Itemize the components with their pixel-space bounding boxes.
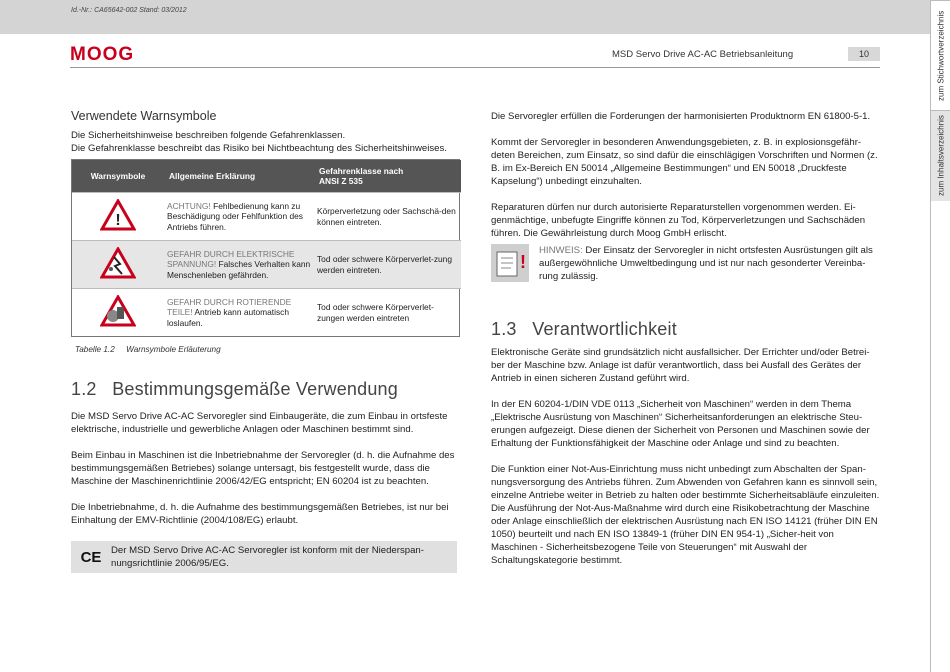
row3-lead: GEFAHR DURCH ROTIERENDE TEILE!: [167, 296, 292, 318]
document-id: Id.-Nr.: CA65642-002 Stand: 03/2012: [71, 7, 187, 14]
ce-text: Der MSD Servo Drive AC-AC Servoregler ist konform mit der Niederspan-nungsrichtlinie 2006/95/EG.: [111, 545, 424, 569]
row2-text: Falsches Verhalten kann Menschenleben gefährden.: [167, 259, 311, 280]
row1-explanation: [164, 193, 314, 241]
s12-paragraph-2: Beim Einbau in Maschinen ist die Inbetriebnahme der Servoregler (d. h. die Aufnahme des bestimmungsgemäßen Betriebes) solange untersagt, bis festgestellt wurde, dass die Maschine der Maschinenrichtlinie 2006/42/EG entspricht; EN 60204 ist zu beachten.: [71, 450, 455, 487]
note-body: Der Einsatz der Servoregler in nicht ortsfesten Ausrüstungen gilt als außergewöhnliche Umweltbedingung und ist nur nach gesonderter Vereinba-rung zulässig.: [539, 245, 873, 282]
table-row: [72, 289, 461, 337]
row3-explanation: [164, 289, 314, 337]
row2-lead: GEFAHR DURCH ELEKTRISCHE SPANNUNG!: [167, 248, 295, 270]
right-column: [491, 110, 880, 567]
table-header-row: [72, 160, 461, 193]
s13-paragraph-2: In der EN 60204-1/DIN VDE 0113 „Sicherheit von Maschinen“ werden in dem Thema „Elektrische Ausrüstung von Maschinen“ Sicherheitsanforderungen an elektrische Steu-erungen aufgezeigt. Diese dienen der Sicherheit von Personen und Maschinen sowie der Erhaltung der Funktionsfähigkeit der Maschine oder Anlage und sind zu beachten.: [491, 399, 870, 449]
left-column: [71, 110, 463, 573]
electric-shock-icon: [72, 241, 164, 289]
row1-lead: ACHTUNG!: [167, 200, 211, 211]
warning-symbols-table: [71, 159, 460, 337]
row3-text: Antrieb kann automatisch loslaufen.: [167, 307, 289, 328]
top-bar: [0, 0, 950, 34]
r-paragraph-1: Die Servoregler erfüllen die Forderungen der harmonisierten Produktnorm EN 61800-5-1.: [491, 111, 871, 122]
row3-class: Tod oder schwere Körperverlet-zungen werden eintreten: [314, 289, 461, 337]
r-paragraph-2: Kommt der Servoregler in besonderen Anwendungsgebieten, z. B. in explosionsgefähr-deten Bereichen, zum Einsatz, so sind dafür die einschlägigen Vorschriften und Normen (z. B. im Ex-Bereich EN 50014 „Allgemeine Bestimmungen“ und EN 50018 „Druckfeste Kapselung“) unbedingt einzuhalten.: [491, 137, 878, 187]
note-lead: HINWEIS:: [539, 245, 583, 256]
ce-mark-icon: CE: [80, 548, 102, 566]
ce-conformity-box: [71, 541, 457, 573]
warning-triangle-icon: [72, 193, 164, 241]
table-caption: Tabelle 1.2 Warnsymbole Erläuterung: [75, 345, 221, 354]
row2-class: Tod oder schwere Körperverlet-zung werden eintreten.: [314, 241, 461, 289]
section-heading-warnsymbole: Verwendete Warnsymbole: [71, 109, 217, 123]
sidebar: [930, 0, 950, 672]
r-paragraph-3: Reparaturen dürfen nur durch autorisierte Reparaturstellen vorgenommen werden. Ei-genmächtige, unbefugte Eingriffe können zu Tod, Körperverletzungen und Sachschäden führen. Die Gewährleistung durch Moog GmbH erlischt.: [491, 202, 866, 239]
header-erklaerung: Allgemeine Erklärung: [164, 160, 314, 193]
section-1-3-title: 1.3 Verantwortlichkeit: [491, 319, 677, 339]
table-row: [72, 241, 461, 289]
header-gefahrenklasse: [314, 160, 461, 193]
svg-text:!: !: [520, 252, 526, 272]
section-1-2-title: 1.2 Bestimmungsgemäße Verwendung: [71, 379, 398, 399]
note-text: [539, 244, 880, 283]
rotating-parts-icon: [72, 289, 164, 337]
svg-text:!: !: [115, 212, 121, 230]
s12-paragraph-1: Die MSD Servo Drive AC-AC Servoregler sind Einbaugeräte, die zum Einbau in ortsfeste elektrische, industrielle und gewerbliche Anlagen oder Maschinen bestimmt sind.: [71, 411, 448, 435]
page-number: 10: [848, 47, 880, 61]
note-icon: [491, 244, 529, 282]
row1-text: Fehlbedienung kann zu Beschädigung oder Fehlfunktion des Antriebs führen.: [167, 200, 303, 232]
note-box: [491, 244, 880, 283]
header-divider: [70, 67, 880, 68]
tab-keyword-index[interactable]: zum Stichwortverzeichnis: [931, 0, 950, 111]
tab-table-of-contents[interactable]: zum Inhaltsverzeichnis: [931, 110, 950, 201]
s13-paragraph-1: Elektronische Geräte sind grundsätzlich nicht ausfallsicher. Der Errichter und/oder Betrei-ber der Maschine bzw. Anlage ist dafür verantwortlich, dass bei Ausfall des Gerätes der Antrieb in einen sicheren Zustand geführt wird.: [491, 347, 870, 384]
table-row: [72, 193, 461, 241]
header-warnsymbole: Warnsymbole: [72, 160, 164, 193]
intro-line-2: Die Gefahrenklasse beschreibt das Risiko bei Nichtbeachtung des Sicherheitshinweises.: [71, 143, 447, 154]
s12-paragraph-3: Die Inbetriebnahme, d. h. die Aufnahme des bestimmungsgemäßen Betriebes, ist nur bei Einhaltung der EMV-Richtlinie (2004/108/EG) erlaubt.: [71, 502, 449, 526]
intro-line-1: Die Sicherheitshinweise beschreiben folgende Gefahrenklassen.: [71, 130, 346, 141]
moog-logo: MOOG: [70, 44, 135, 65]
header-gefahrenklasse-line2: ANSI Z 535: [319, 176, 363, 186]
header-title: MSD Servo Drive AC-AC Betriebsanleitung: [612, 49, 794, 60]
s13-paragraph-3: Die Funktion einer Not-Aus-Einrichtung muss nicht unbedingt zum Abschalten der Span-nungsversorgung des Antriebs führen. Zum Abwenden von Gefahren kann es sinnvoll sein, einzelne Antriebe weiter in Betrieb zu halten oder bestimmte Sicherheitsabläufe einzuleiten. Die Ausführung der Not-Aus-Maßnahme wird durch eine Risikobetrachtung der Maschine oder Anlage einschließlich der elektrischen Ausrüstung nach EN ISO 14121 (früher DIN EN 1050) beurteilt und nach EN ISO 13849-1 (früher DIN EN 954-1) „Sicher-heit von Maschinen - Sicherheitsbezogene Teile von Steuerungen“ mit Auswahl der Schaltungskategorie bestimmt.: [491, 464, 880, 566]
row2-explanation: [164, 241, 314, 289]
header-gefahrenklasse-line1: Gefahrenklasse nach: [319, 165, 404, 176]
row1-class: Körperverletzung oder Sachschä-den können eintreten.: [314, 193, 461, 241]
